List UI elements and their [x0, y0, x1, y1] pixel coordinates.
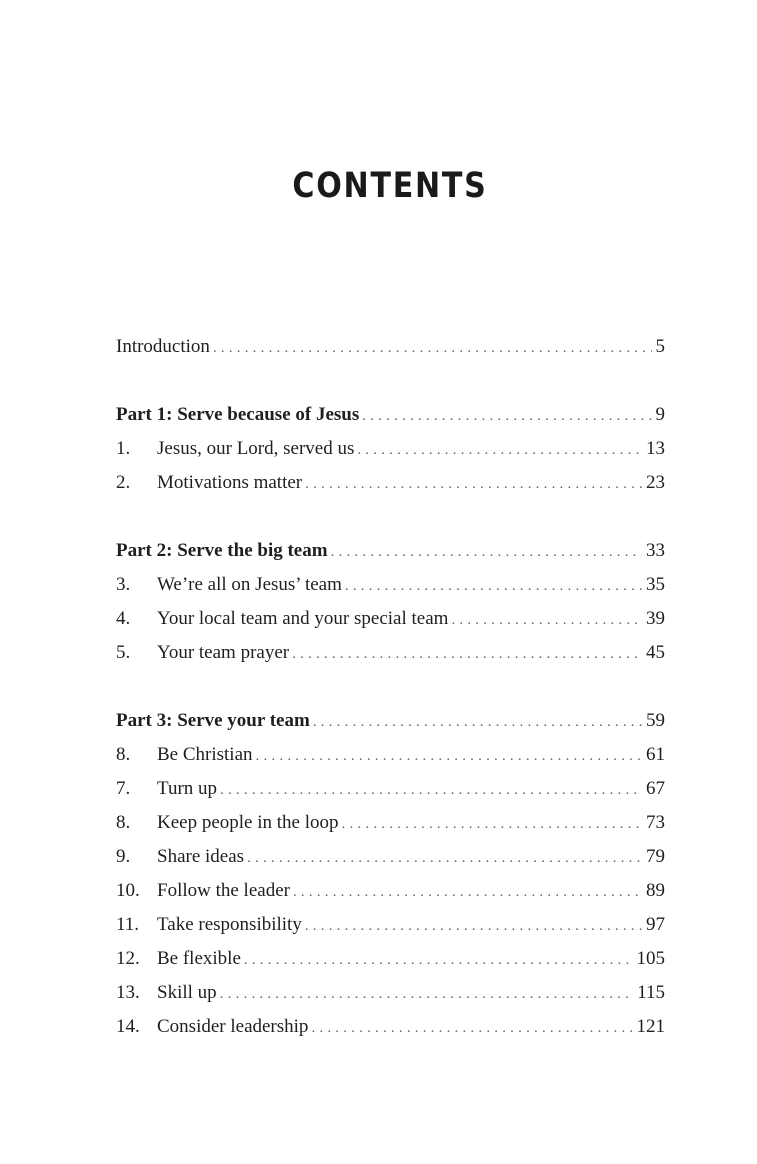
chapter-number: 8.: [116, 812, 131, 833]
dot-leader: [220, 977, 634, 1011]
toc-entry-part-3[interactable]: [116, 704, 665, 738]
chapter-number: 1.: [116, 438, 131, 459]
chapter-number: 11.: [116, 914, 140, 935]
page-number: 13: [646, 438, 665, 459]
page-number: 23: [646, 472, 665, 493]
dot-leader: [244, 943, 633, 977]
chapter-number: 14.: [116, 1016, 140, 1037]
dot-leader: [313, 705, 642, 739]
dot-leader: [342, 807, 642, 841]
dot-leader: [362, 399, 651, 433]
toc-entry-chapter[interactable]: [116, 806, 665, 840]
dot-leader: [305, 909, 642, 943]
chapter-title: Turn up: [157, 778, 218, 799]
part-heading: Part 2: Serve the big team: [116, 540, 328, 561]
toc-entry-introduction[interactable]: [116, 330, 665, 364]
dot-leader: [305, 467, 642, 501]
page-number: 35: [646, 574, 665, 595]
chapter-number: 2.: [116, 472, 131, 493]
page-number: 89: [646, 880, 665, 901]
page-number: 97: [646, 914, 665, 935]
page-number: 73: [646, 812, 665, 833]
toc-entry-chapter[interactable]: [116, 772, 665, 806]
dot-leader: [292, 637, 642, 671]
dot-leader: [311, 1011, 632, 1045]
entry-label: Introduction: [116, 336, 210, 357]
dot-leader: [357, 433, 642, 467]
dot-leader: [293, 875, 642, 909]
chapter-title: Your team prayer: [157, 642, 290, 663]
chapter-title: Follow the leader: [157, 880, 290, 901]
dot-leader: [213, 331, 652, 365]
page-number: 45: [646, 642, 665, 663]
dot-leader: [220, 773, 642, 807]
toc-entry-chapter[interactable]: [116, 602, 665, 636]
chapter-number: 5.: [116, 642, 131, 663]
page-number: 67: [646, 778, 665, 799]
toc-entry-chapter[interactable]: [116, 942, 665, 976]
chapter-title: Skill up: [157, 982, 217, 1003]
part-heading: Part 1: Serve because of Jesus: [116, 404, 360, 425]
dot-leader: [331, 535, 642, 569]
page-number: 105: [636, 948, 665, 969]
toc-entry-part-1[interactable]: [116, 398, 665, 432]
chapter-title: Motivations matter: [157, 472, 303, 493]
page-number: 5: [655, 336, 665, 357]
chapter-number: 12.: [116, 948, 140, 969]
chapter-number: 7.: [116, 778, 131, 799]
dot-leader: [451, 603, 642, 637]
chapter-title: We’re all on Jesus’ team: [157, 574, 342, 595]
page-number: 79: [646, 846, 665, 867]
chapter-number: 13.: [116, 982, 140, 1003]
toc-entry-part-2[interactable]: [116, 534, 665, 568]
dot-leader: [256, 739, 642, 773]
toc-entry-chapter[interactable]: [116, 636, 665, 670]
toc-entry-chapter[interactable]: [116, 738, 665, 772]
dot-leader: [345, 569, 642, 603]
table-of-contents: [116, 330, 665, 1044]
page-number: 9: [655, 404, 665, 425]
page-number: 59: [646, 710, 665, 731]
toc-entry-chapter[interactable]: [116, 466, 665, 500]
toc-entry-chapter[interactable]: [116, 874, 665, 908]
part-heading: Part 3: Serve your team: [116, 710, 310, 731]
toc-entry-chapter[interactable]: [116, 568, 665, 602]
toc-entry-chapter[interactable]: [116, 432, 665, 466]
toc-entry-chapter[interactable]: [116, 976, 665, 1010]
chapter-number: 10.: [116, 880, 140, 901]
toc-entry-chapter[interactable]: [116, 908, 665, 942]
page-number: 61: [646, 744, 665, 765]
chapter-title: Be Christian: [157, 744, 253, 765]
page-number: 121: [636, 1016, 665, 1037]
page-number: 115: [637, 982, 665, 1003]
toc-entry-chapter[interactable]: [116, 1010, 665, 1044]
chapter-title: Take responsibility: [157, 914, 302, 935]
chapter-title: Be flexible: [157, 948, 241, 969]
chapter-number: 9.: [116, 846, 131, 867]
page-number: 39: [646, 608, 665, 629]
chapter-title: Share ideas: [157, 846, 245, 867]
chapter-title: Keep people in the loop: [157, 812, 339, 833]
chapter-number: 4.: [116, 608, 131, 629]
page-title: CONTENTS: [292, 166, 488, 206]
dot-leader: [247, 841, 642, 875]
chapter-title: Your local team and your special team: [157, 608, 449, 629]
page-number: 33: [646, 540, 665, 561]
chapter-title: Jesus, our Lord, served us: [157, 438, 355, 459]
toc-entry-chapter[interactable]: [116, 840, 665, 874]
chapter-number: 3.: [116, 574, 131, 595]
chapter-title: Consider leadership: [157, 1016, 309, 1037]
chapter-number: 8.: [116, 744, 131, 765]
